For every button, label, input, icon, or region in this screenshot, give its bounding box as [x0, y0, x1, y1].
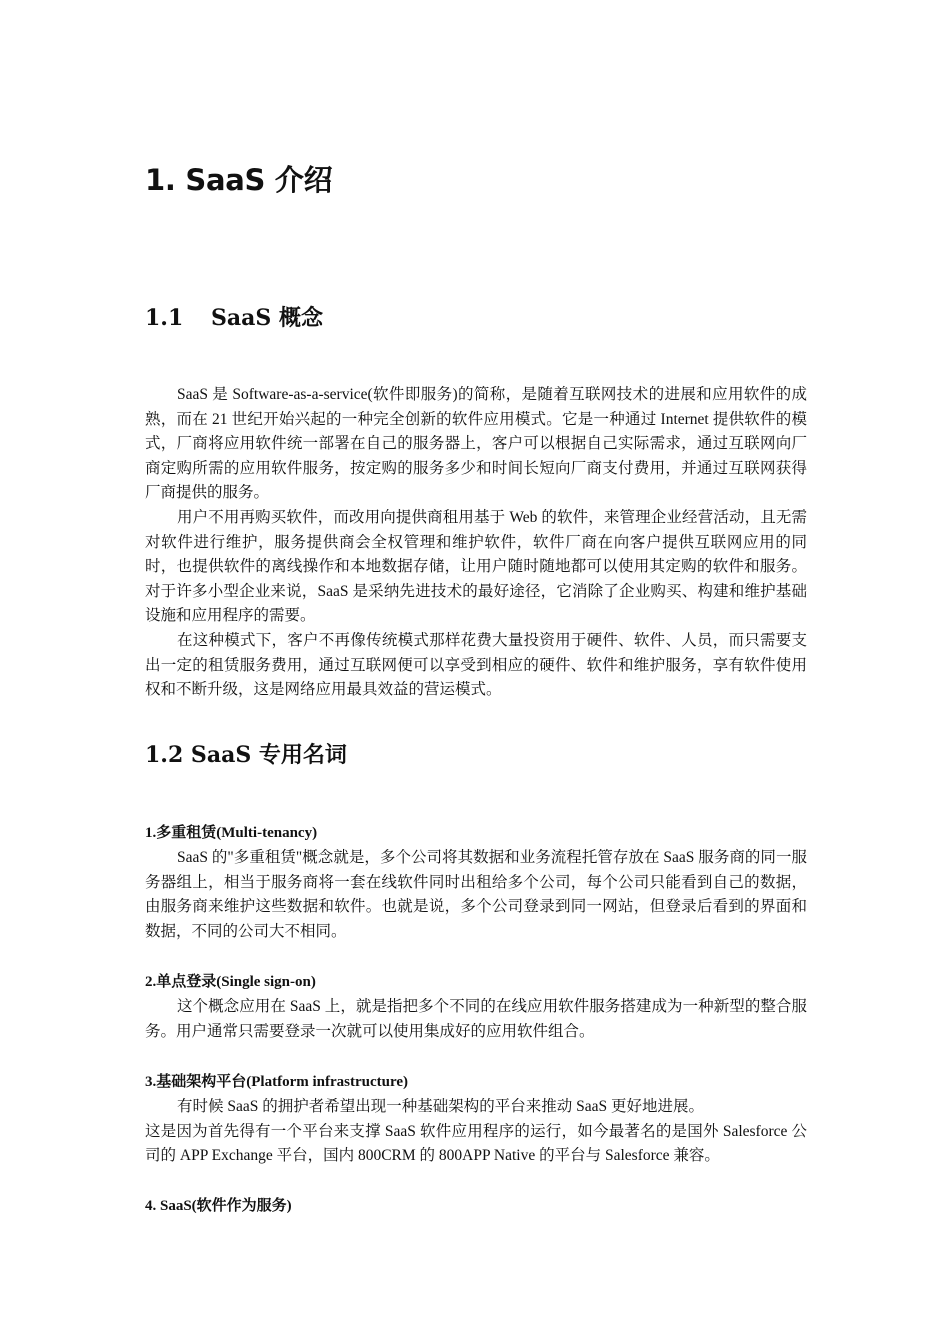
term-heading: 1.多重租赁(Multi-tenancy) — [145, 825, 318, 841]
paragraph: SaaS 的"多重租赁"概念就是，多个公司将其数据和业务流程托管存放在 SaaS 服务商的同一服务器组上，相当于服务商将一套在线软件同时出租给多个公司，每个公司只能看到自己的数据，由服务商来维护这些数据和软件。也就是说，多个公司登录到同一网站，但登录后看到的界面和数据，不同的公司大不相同。 — [145, 849, 807, 940]
paragraph: 用户不用再购买软件，而改用向提供商租用基于 Web 的软件，来管理企业经营活动，且无需对软件进行维护，服务提供商会全权管理和维护软件，软件厂商在向客户提供互联网应用的同时，也提供软件的离线操作和本地数据存储，让用户随时随地都可以使用其定购的软件和服务。对于许多小型企业来说，SaaS 是采纳先进技术的最好途径，它消除了企业购买、构建和维护基础设施和应用程序的需要。 — [145, 508, 807, 625]
paragraph: SaaS 是 Software-as-a-service(软件即服务)的简称，是随着互联网技术的进展和应用软件的成熟，而在 21 世纪开始兴起的一种完全创新的软件应用模式。它是一种通过 Internet 提供软件的模式，厂商将应用软件统一部署在自己的服务器上，客户可以根据自己实际需求，通过互联网向厂商定购所需的应用软件服务，按定购的服务多少和时间长短向厂商支付费用，并通过互联网获得厂商提供的服务。 — [145, 386, 807, 502]
section-title: SaaS 概念 — [211, 305, 323, 331]
section-1-1-body — [145, 383, 807, 703]
section-number: 1.1 — [145, 305, 184, 331]
paragraph: 这个概念应用在 SaaS 上，就是指把多个不同的在线应用软件服务搭建成为一种新型的整合服务。用户通常只需要登录一次就可以使用集成好的应用软件组合。 — [145, 998, 807, 1040]
term-heading: 4. SaaS(软件作为服务) — [145, 1198, 292, 1214]
paragraph: 这是因为首先得有一个平台来支撑 SaaS 软件应用程序的运行，如今最著名的是国外 Salesforce 公司的 APP Exchange 平台，国内 800CRM 的 800APP Native 的平台与 Salesforce 兼容。 — [145, 1122, 807, 1165]
paragraph: 有时候 SaaS 的拥护者希望出现一种基础架构的平台来推动 SaaS 更好地进展。 — [177, 1098, 705, 1115]
term-body — [145, 846, 807, 944]
term-body — [145, 1095, 807, 1169]
section-1-2-heading: 1.2 SaaS 专用名词 — [145, 742, 347, 768]
term-body — [145, 995, 807, 1044]
heading-1: 1. SaaS 介绍 — [145, 163, 333, 197]
term-heading: 3.基础架构平台(Platform infrastructure) — [145, 1074, 408, 1090]
section-1-1-heading — [145, 301, 323, 332]
paragraph: 在这种模式下，客户不再像传统模式那样花费大量投资用于硬件、软件、人员，而只需要支出一定的租赁服务费用，通过互联网便可以享受到相应的硬件、软件和维护服务，享有软件使用权和不断升级，这是网络应用最具效益的营运模式。 — [145, 631, 807, 699]
term-heading: 2.单点登录(Single sign-on) — [145, 974, 316, 990]
